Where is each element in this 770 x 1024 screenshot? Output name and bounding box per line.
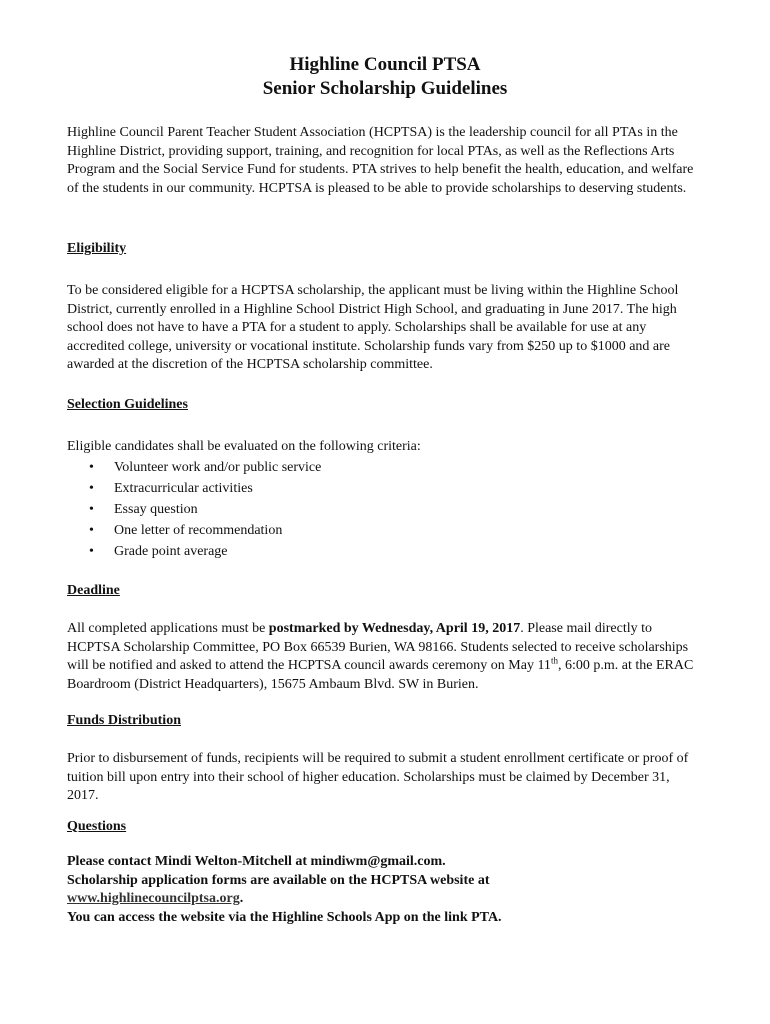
bullet-icon: •: [89, 502, 94, 517]
contact-line: Please contact Mindi Welton-Mitchell at mindiwm@gmail.com.: [67, 854, 446, 869]
bullet-icon: •: [89, 481, 94, 496]
criteria-label: One letter of recommendation: [114, 523, 283, 538]
bullet-icon: •: [89, 460, 94, 475]
app-note: You can access the website via the Highline Schools App on the link PTA.: [67, 909, 502, 925]
eligibility-heading: Eligibility: [67, 241, 127, 256]
deadline-text-middle: . Please mail directly to HCPTSA Scholarship Committee, PO Box 66539 Burien, WA 98166. Students selected to receive scholarships will be notified and asked to attend the HCPTSA council awards ceremony on May 11: [67, 621, 689, 674]
intro-paragraph: Highline Council Parent Teacher Student Association (HCPTSA) is the leadership council for all PTAs in the Highline District, providing support, training, and recognition for local PTAs, as well as the Reflections Arts Program and the Social Service Fund for students. PTA strives to help benefit the health, education, and welfare of the students in our community. HCPTSA is pleased to be able to provide scholarships to deserving students.: [67, 125, 694, 196]
deadline-heading: Deadline: [67, 583, 120, 598]
website-line: [67, 890, 702, 909]
list-item: [67, 478, 702, 499]
forms-line: Scholarship application forms are available on the HCPTSA website at: [67, 872, 490, 888]
deadline-text-start: All completed applications must be: [67, 621, 269, 636]
title-block: [0, 53, 770, 101]
document-title: Highline Council PTSA: [289, 54, 481, 75]
criteria-label: Grade point average: [114, 544, 228, 559]
criteria-label: Extracurricular activities: [114, 481, 253, 496]
website-link[interactable]: www.highlinecouncilptsa.org: [67, 891, 240, 907]
bullet-icon: •: [89, 523, 94, 538]
deadline-text-end: , 6:00 p.m. at the ERAC Boardroom (District Headquarters), 15675 Ambaum Blvd. SW in Burien.: [67, 658, 694, 692]
funds-paragraph: Prior to disbursement of funds, recipients will be required to submit a student enrollment certificate or proof of tuition bill upon entry into their school of higher education. Scholarships must be claimed by December 31, 2017.: [67, 751, 689, 804]
deadline-date: postmarked by Wednesday, April 19, 2017: [268, 621, 521, 636]
website-link-suffix: .: [239, 891, 244, 907]
list-item: [67, 457, 702, 478]
funds-heading: Funds Distribution: [67, 713, 181, 728]
selection-intro: Eligible candidates shall be evaluated on the following criteria:: [67, 439, 421, 454]
eligibility-paragraph: To be considered eligible for a HCPTSA scholarship, the applicant must be living within the Highline School District, currently enrolled in a Highline School District High School, and graduating in June 2017. The high school does not have to have a PTA for a student to apply. Scholarships shall be available for use at any accredited college, university or vocational institute. Scholarship funds vary from $250 up to $1000 and are awarded at the discretion of the HCPTSA scholarship committee.: [67, 283, 679, 373]
criteria-label: Essay question: [114, 502, 198, 517]
deadline-paragraph: [67, 620, 702, 694]
criteria-list: [67, 457, 702, 562]
criteria-label: Volunteer work and/or public service: [114, 460, 322, 475]
bullet-icon: •: [89, 544, 94, 559]
questions-heading: Questions: [67, 819, 127, 834]
questions-block: [67, 853, 702, 927]
document-subtitle: Senior Scholarship Guidelines: [262, 78, 508, 99]
ordinal-suffix: th: [550, 655, 558, 666]
list-item: [67, 541, 702, 562]
selection-heading: Selection Guidelines: [67, 397, 188, 412]
list-item: [67, 520, 702, 541]
list-item: [67, 499, 702, 520]
